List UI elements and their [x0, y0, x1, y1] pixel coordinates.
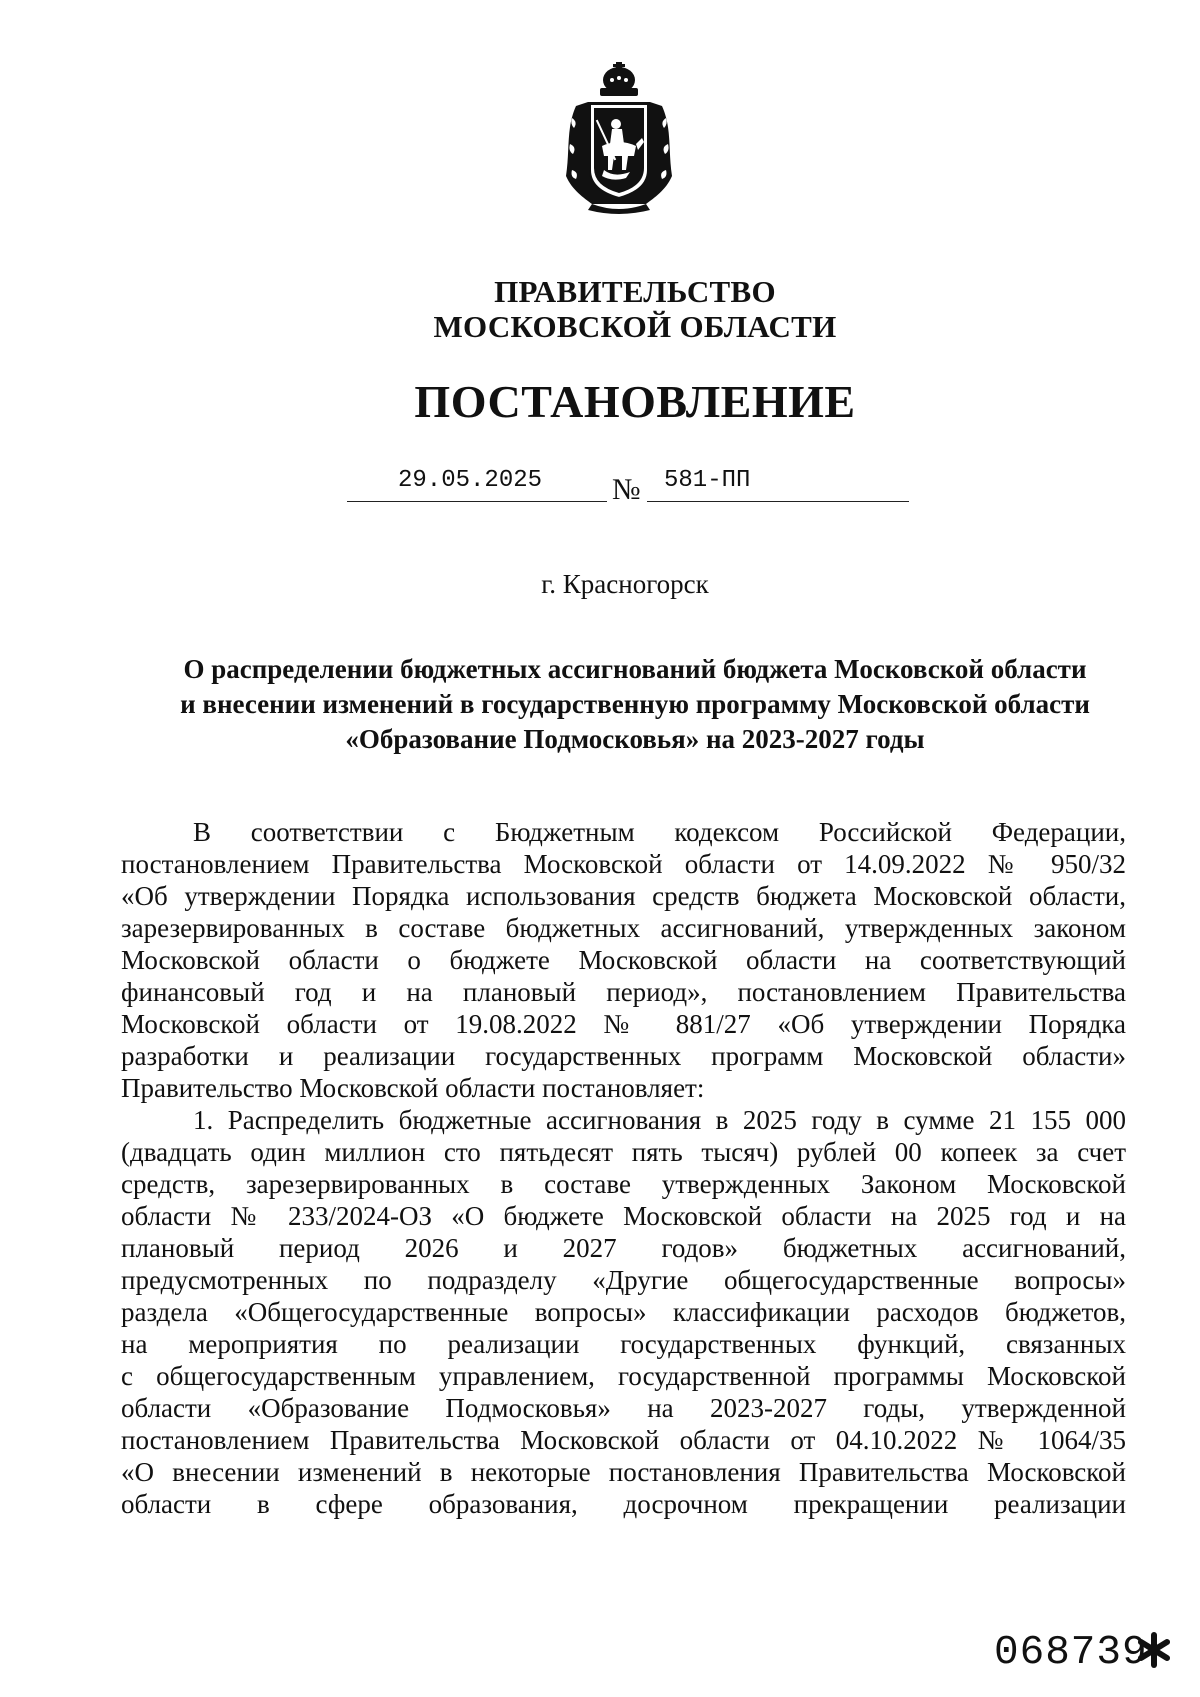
body-line: плановый период 2026 и 2027 годов» бюджетных ассигнований,	[121, 1233, 1126, 1263]
document-subject	[130, 652, 1140, 757]
body-line: предусмотренных по подразделу «Другие общегосударственные вопросы»	[121, 1265, 1126, 1295]
body-line: «Об утверждении Порядка использования средств бюджета Московской области,	[121, 881, 1126, 911]
body-line: области № 233/2024-ОЗ «О бюджете Московской области на 2025 год и на	[121, 1201, 1126, 1231]
coat-of-arms-icon	[562, 58, 676, 216]
body-line: на мероприятия по реализации государственных функций, связанных	[121, 1329, 1126, 1359]
body-line: зарезервированных в составе бюджетных ассигнований, утвержденных законом	[121, 913, 1126, 943]
subject-line: «Образование Подмосковья» на 2023-2027 годы	[345, 724, 925, 754]
asterisk-icon	[1134, 1630, 1174, 1670]
body-line: 1. Распределить бюджетные ассигнования в 2025 году в сумме 21 155 000	[193, 1105, 1126, 1135]
document-type-title: ПОСТАНОВЛЕНИЕ	[414, 376, 856, 427]
body-line: с общегосударственным управлением, государственной программы Московской	[121, 1361, 1126, 1391]
subject-line: О распределении бюджетных ассигнований бюджета Московской области	[183, 654, 1087, 684]
document-date: 29.05.2025	[398, 467, 543, 494]
city-name: г. Красногорск	[541, 569, 709, 599]
subject-line: и внесении изменений в государственную программу Московской области	[180, 689, 1090, 719]
government-name-line-1: ПРАВИТЕЛЬСТВО	[494, 274, 776, 309]
body-line: Правительство Московской области постановляет:	[121, 1073, 705, 1103]
number-underline	[647, 501, 909, 502]
body-line: области в сфере образования, досрочном прекращении реализации	[121, 1489, 1126, 1519]
number-sign: №	[612, 473, 641, 506]
body-line: Московской области о бюджете Московской области на соответствующий	[121, 945, 1126, 975]
form-serial-number: 068739	[994, 1630, 1148, 1676]
document-number: 581-ПП	[664, 467, 751, 494]
date-underline	[347, 501, 607, 502]
body-line: финансовый год и на плановый период», постановлением Правительства	[121, 977, 1126, 1007]
body-line: Московской области от 19.08.2022 № 881/27 «Об утверждении Порядка	[121, 1009, 1126, 1039]
body-line: В соответствии с Бюджетным кодексом Российской Федерации,	[193, 817, 1126, 847]
body-line: средств, зарезервированных в составе утвержденных Законом Московской	[121, 1169, 1126, 1199]
body-line: области «Образование Подмосковья» на 2023-2027 годы, утвержденной	[121, 1393, 1126, 1423]
body-line: «О внесении изменений в некоторые постановления Правительства Московской	[121, 1457, 1126, 1487]
body-line: разработки и реализации государственных программ Московской области»	[121, 1041, 1126, 1071]
body-line: (двадцать один миллион сто пятьдесят пять тысяч) рублей 00 копеек за счет	[121, 1137, 1126, 1167]
body-line: раздела «Общегосударственные вопросы» классификации расходов бюджетов,	[121, 1297, 1126, 1327]
body-line: постановлением Правительства Московской области от 14.09.2022 № 950/32	[121, 849, 1126, 879]
government-name-line-2: МОСКОВСКОЙ ОБЛАСТИ	[433, 309, 837, 344]
body-line: постановлением Правительства Московской области от 04.10.2022 № 1064/35	[121, 1425, 1126, 1455]
